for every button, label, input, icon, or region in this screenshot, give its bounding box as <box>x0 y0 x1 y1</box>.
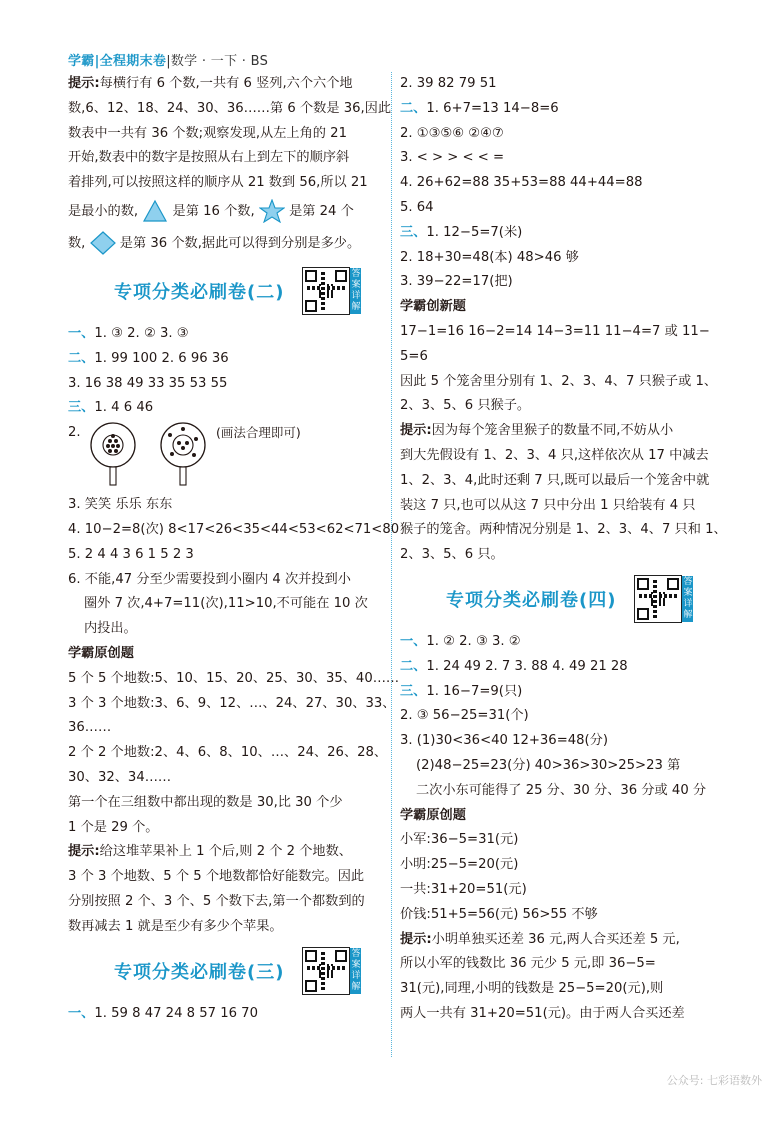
qr-tag: 答案详解 <box>351 268 361 312</box>
answer-line <box>400 196 716 221</box>
answer-line: 价钱:51+5=56(元) 56>55 不够 <box>400 906 598 922</box>
triangle-icon <box>142 199 168 223</box>
target-diagrams <box>68 421 384 493</box>
qr-code-icon <box>302 267 361 315</box>
part-label: 三、 <box>68 400 95 416</box>
hint-line: 31(元),同理,小明的钱数是 25−5=20(元),则 <box>400 981 664 997</box>
hint-text: 是第 36 个数,据此可以得到分别是多少。 <box>119 235 361 251</box>
hint-line: 数,6、12、18、24、30、36……第 6 个数是 36,因此 <box>68 100 392 116</box>
qr-tag: 答案详解 <box>351 948 361 992</box>
answer-line: 第一个在三组数中都出现的数是 30,比 30 个少 <box>68 794 343 810</box>
subsection-title: 学霸创新题 <box>400 299 466 315</box>
answer-text: 2. 39 82 79 51 <box>400 76 497 91</box>
hint-line: 数再减去 1 就是至少有多少个苹果。 <box>68 918 283 934</box>
hint-text: 是第 16 个数, <box>172 203 255 219</box>
answer-line <box>400 655 716 680</box>
answer-text: 3. (1)30<36<40 12+36=48(分) <box>400 733 609 749</box>
answer-line <box>400 221 716 246</box>
question-number: 2. <box>68 425 81 441</box>
right-column <box>400 72 727 1027</box>
hint-line <box>68 228 384 260</box>
answer-line: 二次小东可能得了 25 分、30 分、36 分或 40 分 <box>416 782 707 798</box>
hint-text: 因为每个笼舍里猴子的数量不同,不妨从小 <box>431 423 674 439</box>
subsection-title: 学霸原创题 <box>400 807 466 823</box>
hint-line: 猴子的笼舍。两种情况分别是 1、2、3、4、7 只和 1、 <box>400 522 727 538</box>
answer-line <box>400 270 716 295</box>
answer-line <box>400 630 716 655</box>
answer-line: 3 个 3 个地数:3、6、9、12、…、24、27、30、33、 <box>68 695 396 711</box>
hint-line <box>400 419 716 444</box>
answer-text: 1. 6+7=13 14−8=6 <box>426 100 559 116</box>
answer-line <box>68 347 384 372</box>
column-divider <box>391 72 392 1057</box>
header-series: 全程期末卷 <box>99 54 167 69</box>
hint-text: 给这堆苹果补上 1 个后,则 2 个 2 个地数、 <box>99 844 352 860</box>
left-column <box>68 72 400 1026</box>
answer-text: 1. ② 2. ③ 3. ② <box>426 633 521 649</box>
hint-text: 数, <box>68 235 86 251</box>
hint-line <box>68 72 384 97</box>
answer-line: 6. 不能,47 分至少需要投到小圈内 4 次并投到小 <box>68 571 351 587</box>
answer-line: 17−1=16 16−2=14 14−3=11 11−4=7 或 11− <box>400 323 710 339</box>
part-label: 二、 <box>400 658 427 674</box>
qr-code-icon <box>634 575 693 623</box>
hint-line: 3 个 3 个地数、5 个 5 个地数都恰好能数完。因此 <box>68 869 365 885</box>
answer-line <box>400 122 716 147</box>
hint-text: 小明单独买还差 36 元,两人合买还差 5 元, <box>431 931 680 947</box>
answer-line: 5. 2 4 4 3 6 1 5 2 3 <box>68 546 194 562</box>
hint-line <box>68 840 384 865</box>
header-sep: | <box>94 54 100 69</box>
header-sep: | <box>166 54 171 69</box>
answer-text: 2. ③ 56−25=31(个) <box>400 708 529 724</box>
hint-line: 1、2、3、4,此时还剩 7 只,既可以最后一个笼舍中就 <box>400 472 710 488</box>
watermark: 公众号: 七彩语数外 <box>666 1074 762 1087</box>
answer-line: 5=6 <box>400 348 428 364</box>
hint-line: 数表中一共有 36 个数;观察发现,从左上角的 21 <box>68 125 347 141</box>
answer-text: 1. 4 6 46 <box>94 400 154 416</box>
hint-line <box>400 928 716 953</box>
section-title-3 <box>68 940 384 1002</box>
page-header <box>68 50 268 69</box>
answer-text: 1. 12−5=7(米) <box>426 224 523 240</box>
answer-line: 2、3、5、6 只猴子。 <box>400 398 531 414</box>
hint-text: 每横行有 6 个数,一共有 6 竖列,六个六个地 <box>99 76 353 91</box>
answer-line: 1 个是 29 个。 <box>68 819 159 835</box>
section-title-2 <box>68 260 384 322</box>
answer-text: 3. 16 38 49 33 35 53 55 <box>68 375 228 391</box>
answer-line <box>68 322 384 347</box>
diamond-icon <box>90 231 116 255</box>
section-title-text: 专项分类必刷卷(四) <box>446 589 617 611</box>
header-brand: 学霸 <box>68 54 95 69</box>
answer-line: 3. 笑笑 乐乐 东东 <box>68 497 173 513</box>
part-label: 一、 <box>68 1005 95 1021</box>
hint-line: 开始,数表中的数字是按照从右上到左下的顺序斜 <box>68 150 350 166</box>
answer-line: 2 个 2 个地数:2、4、6、8、10、…、24、26、28、 <box>68 745 388 761</box>
answer-text: 5. 64 <box>400 199 434 215</box>
answer-line: 小军:36−5=31(元) <box>400 832 519 848</box>
answer-line: (2)48−25=23(分) 40>36>30>25>23 第 <box>416 757 681 773</box>
answer-text: 2. 18+30=48(本) 48>46 够 <box>400 249 579 265</box>
part-label: 三、 <box>400 224 427 240</box>
answer-line: 圈外 7 次,4+7=11(次),11>10,不可能在 10 次 <box>84 596 368 612</box>
section-title-text: 专项分类必刷卷(三) <box>114 961 285 983</box>
answer-text: 1. ③ 2. ② 3. ③ <box>94 325 189 341</box>
answer-line <box>68 396 384 421</box>
hint-line <box>68 196 384 228</box>
answer-text: 3. 39−22=17(把) <box>400 274 513 290</box>
qr-tag: 答案详解 <box>683 576 693 620</box>
answer-line: 5 个 5 个地数:5、10、15、20、25、30、35、40…… <box>68 670 400 686</box>
section-title-4 <box>400 568 716 630</box>
answer-line: 小明:25−5=20(元) <box>400 857 519 873</box>
hint-label: 提示: <box>400 423 432 439</box>
answer-line: 一共:31+20=51(元) <box>400 881 527 897</box>
hint-line: 两人一共有 31+20=51(元)。由于两人合买还差 <box>400 1005 685 1021</box>
answer-line <box>400 246 716 271</box>
answer-line <box>400 729 716 754</box>
answer-line <box>400 704 716 729</box>
answer-line <box>400 72 716 97</box>
part-label: 三、 <box>400 683 427 699</box>
answer-line <box>400 171 716 196</box>
part-label: 一、 <box>400 633 427 649</box>
answer-line: 内投出。 <box>84 621 137 637</box>
hint-line: 所以小军的钱数比 36 元少 5 元,即 36−5= <box>400 956 656 972</box>
answer-text: 3. < > > < < = <box>400 150 505 166</box>
hint-line: 分别按照 2 个、3 个、5 个数下去,第一个都数到的 <box>68 893 365 909</box>
answer-text: 2. ①③⑤⑥ ②④⑦ <box>400 125 504 141</box>
answer-text: 4. 26+62=88 35+53=88 44+44=88 <box>400 175 643 191</box>
answer-text: 1. 16−7=9(只) <box>426 683 523 699</box>
answer-line <box>400 146 716 171</box>
hint-label: 提示: <box>400 931 432 947</box>
hint-line: 到大先假设有 1、2、3、4 只,这样依次从 17 中减去 <box>400 447 709 463</box>
part-label: 二、 <box>400 100 427 116</box>
answer-line: 因此 5 个笼舍里分别有 1、2、3、4、7 只猴子或 1、 <box>400 373 718 389</box>
answer-text: 1. 59 8 47 24 8 57 16 70 <box>94 1005 258 1021</box>
section-title-text: 专项分类必刷卷(二) <box>114 281 285 303</box>
answer-line <box>68 372 384 397</box>
hint-line: 装这 7 只,也可以从这 7 只中分出 1 只给装有 4 只 <box>400 497 696 513</box>
answer-line: 36…… <box>68 720 112 736</box>
answer-text: 1. 24 49 2. 7 3. 88 4. 49 21 28 <box>426 658 628 674</box>
answer-line: 4. 10−2=8(次) 8<17<26<35<44<53<62<71<80 <box>68 521 400 537</box>
answer-line: 30、32、34…… <box>68 769 172 785</box>
hint-label: 提示: <box>68 844 100 860</box>
drawing-note: (画法合理即可) <box>216 425 301 441</box>
part-label: 一、 <box>68 325 95 341</box>
answer-text: 1. 99 100 2. 6 96 36 <box>94 350 229 366</box>
header-subject: 数学 · 一下 · BS <box>170 54 269 69</box>
hint-label: 提示: <box>68 76 100 91</box>
part-label: 二、 <box>68 350 95 366</box>
answer-line <box>68 1002 384 1027</box>
star-icon <box>259 199 285 223</box>
hint-text: 是第 24 个 <box>289 203 354 219</box>
hint-text: 是最小的数, <box>68 203 139 219</box>
hint-line: 着排列,可以按照这样的顺序从 21 数到 56,所以 21 <box>68 175 368 191</box>
target-drawing <box>86 421 226 491</box>
qr-code-icon <box>302 947 361 995</box>
subsection-title: 学霸原创题 <box>68 645 134 661</box>
answer-line <box>400 97 716 122</box>
answer-line <box>400 680 716 705</box>
hint-line: 2、3、5、6 只。 <box>400 547 504 563</box>
